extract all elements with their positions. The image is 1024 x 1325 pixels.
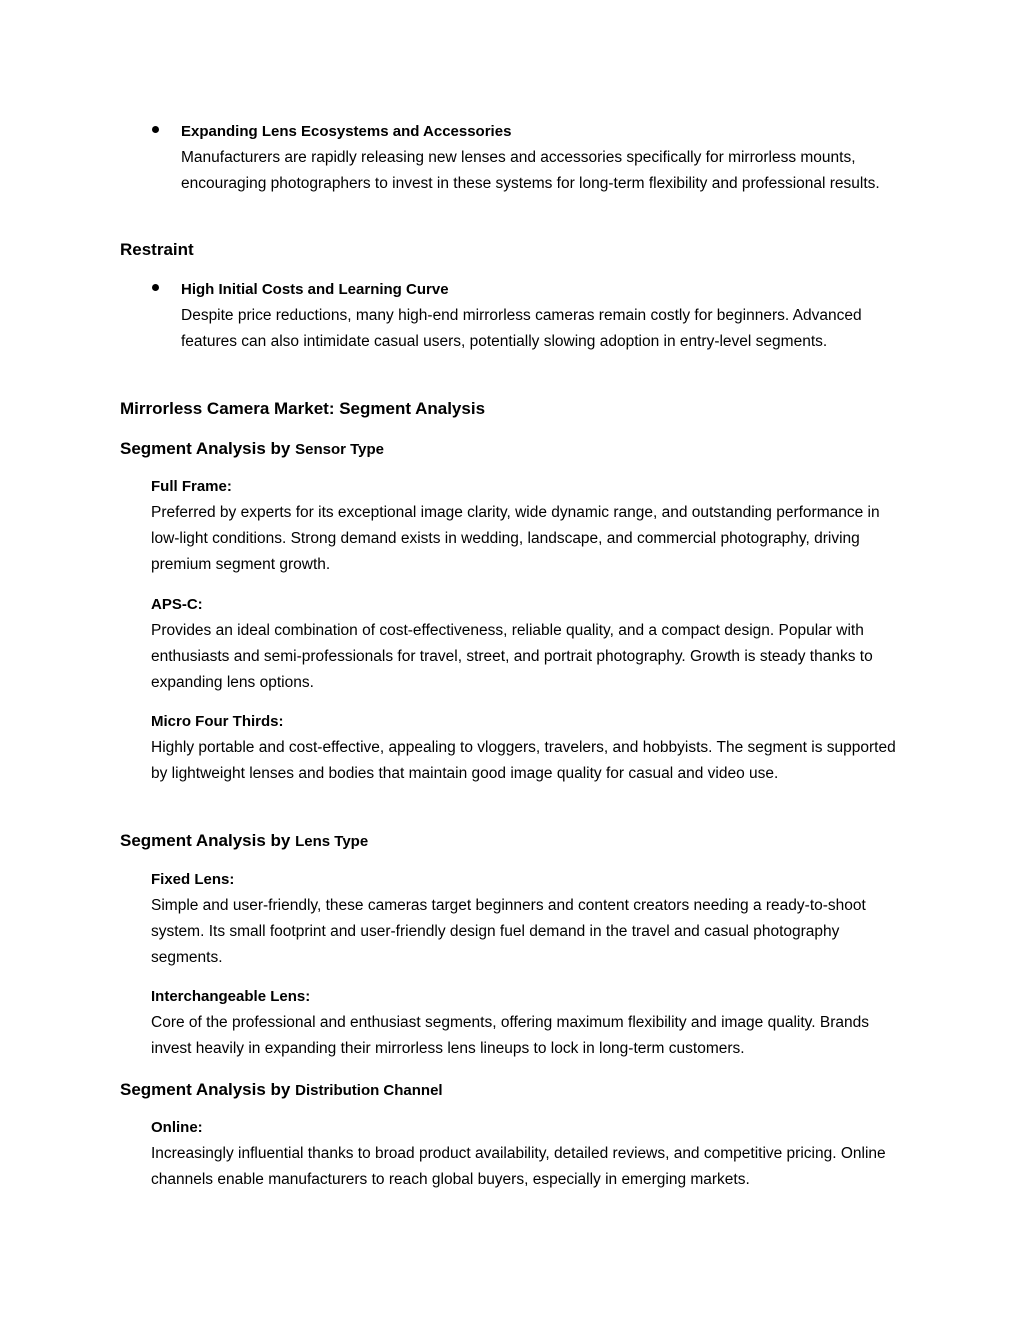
item-text: Provides an ideal combination of cost-effectiveness, reliable quality, and a compact design. Popular with enthusiasts and semi-professionals for travel, street, and portrait photography. Growth is steady thanks to expanding lens options.	[151, 622, 873, 691]
distribution-channel-heading	[120, 1078, 443, 1103]
bullet-initial-costs	[152, 277, 912, 355]
item-text: Core of the professional and enthusiast segments, offering maximum flexibility and image quality. Brands invest heavily in expanding their mirrorless lens lineups to lock in long-term customers.	[151, 1014, 869, 1057]
item-title: APS-C:	[151, 596, 203, 613]
segment-item-online	[151, 1115, 901, 1193]
heading-prefix: Segment Analysis by	[120, 439, 291, 458]
segment-item-fixed-lens	[151, 867, 901, 971]
segment-item-full-frame	[151, 474, 901, 578]
segment-item-micro-four-thirds	[151, 709, 901, 787]
heading-suffix: Lens Type	[295, 833, 369, 850]
heading-suffix: Sensor Type	[295, 441, 385, 458]
restraint-heading: Restraint	[120, 240, 194, 259]
segment-analysis-heading: Mirrorless Camera Market: Segment Analysis	[120, 399, 486, 418]
item-text: Increasingly influential thanks to broad product availability, detailed reviews, and competitive pricing. Online channels enable manufacturers to reach global buyers, especially in emerging markets.	[151, 1145, 886, 1188]
item-text: Manufacturers are rapidly releasing new lenses and accessories specifically for mirrorless mounts, encouraging photographers to invest in these systems for long-term flexibility and professional results.	[181, 149, 880, 192]
bullet-lens-ecosystems	[152, 119, 912, 197]
item-text: Despite price reductions, many high-end mirrorless cameras remain costly for beginners. Advanced features can also intimidate casual users, potentially slowing adoption in entry-level segments.	[181, 307, 862, 350]
item-title: High Initial Costs and Learning Curve	[181, 281, 449, 298]
bullet-dot	[152, 126, 159, 133]
sensor-type-heading	[120, 437, 384, 462]
item-title: Full Frame:	[151, 478, 232, 495]
segment-item-aps-c	[151, 592, 901, 696]
item-title: Online:	[151, 1119, 203, 1136]
item-title: Micro Four Thirds:	[151, 713, 284, 730]
item-text: Preferred by experts for its exceptional image clarity, wide dynamic range, and outstanding performance in low-light conditions. Strong demand exists in wedding, landscape, and commercial photography, driving premium segment growth.	[151, 504, 880, 573]
item-title: Expanding Lens Ecosystems and Accessories	[181, 123, 512, 140]
bullet-dot	[152, 284, 159, 291]
item-text: Highly portable and cost-effective, appealing to vloggers, travelers, and hobbyists. The segment is supported by lightweight lenses and bodies that maintain good image quality for casual and video use.	[151, 739, 896, 782]
heading-prefix: Segment Analysis by	[120, 1080, 291, 1099]
item-title: Fixed Lens:	[151, 871, 235, 888]
item-title: Interchangeable Lens:	[151, 988, 311, 1005]
lens-type-heading	[120, 829, 368, 854]
heading-suffix: Distribution Channel	[295, 1082, 443, 1099]
item-text: Simple and user-friendly, these cameras target beginners and content creators needing a ready-to-shoot system. Its small footprint and user-friendly design fuel demand in the travel and casual photography segments.	[151, 897, 866, 966]
segment-item-interchangeable-lens	[151, 984, 901, 1062]
heading-prefix: Segment Analysis by	[120, 831, 291, 850]
